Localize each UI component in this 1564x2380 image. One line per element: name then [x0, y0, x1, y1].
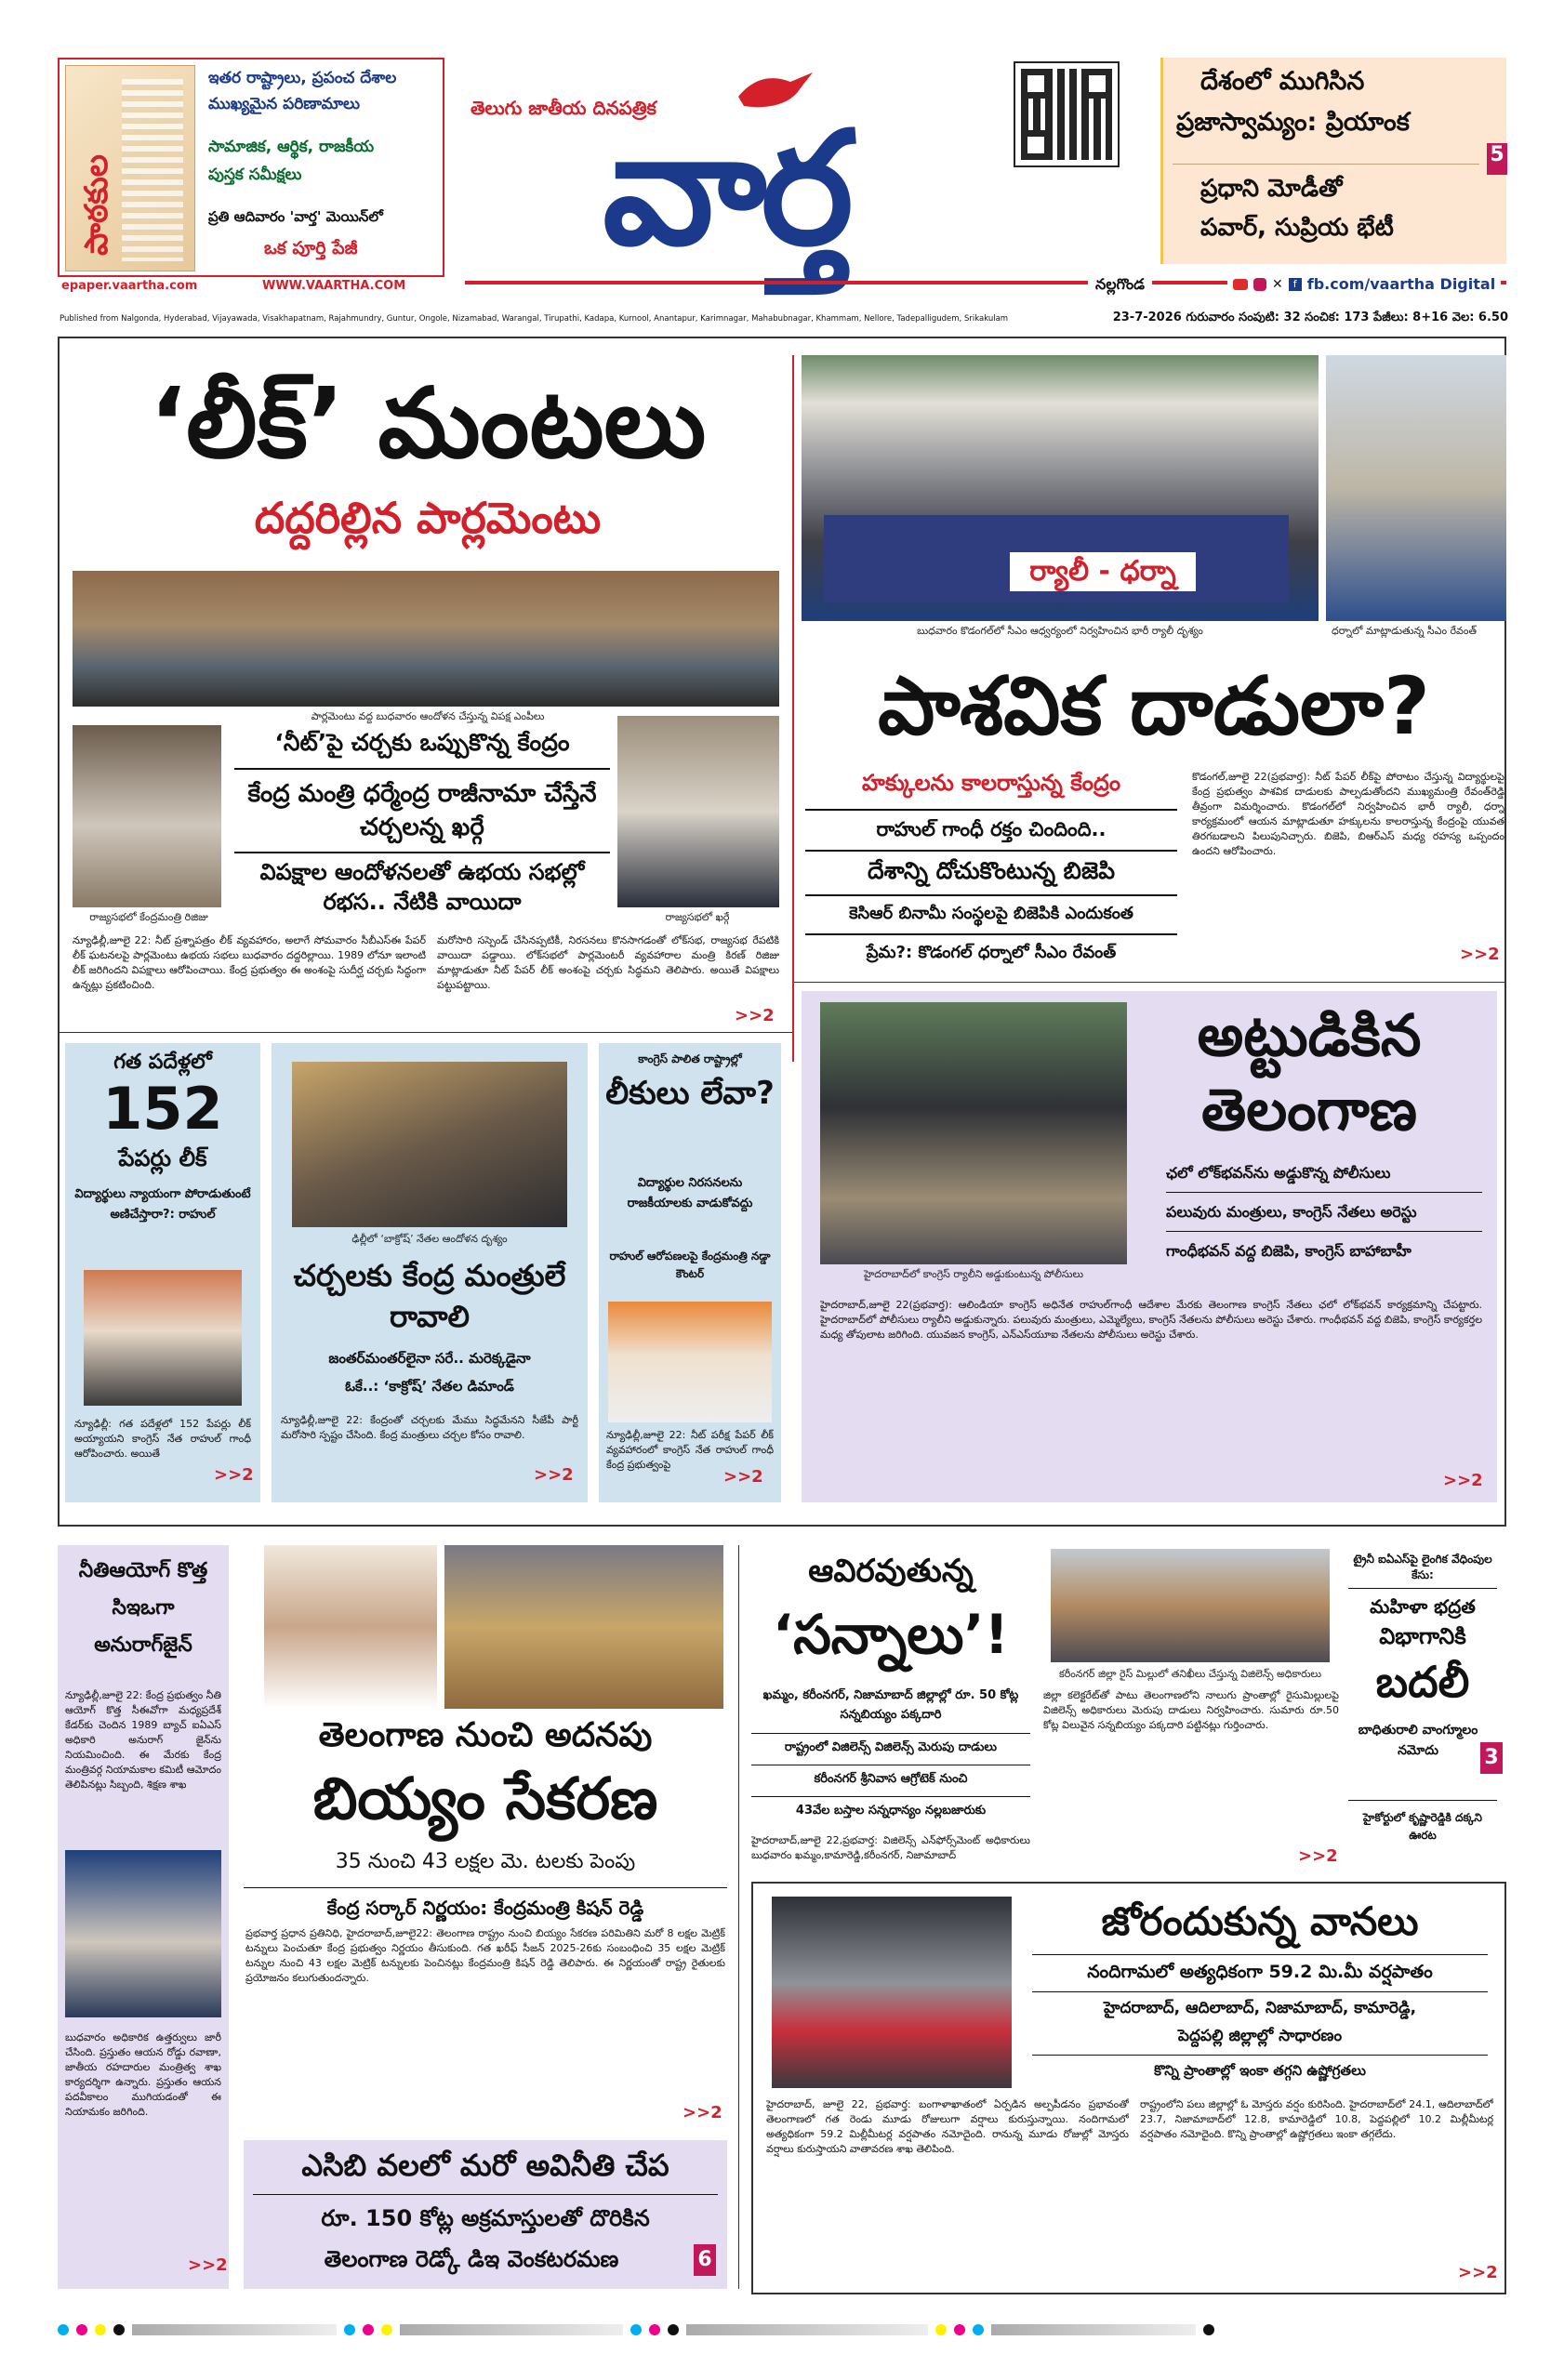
- social-handle[interactable]: fb.com/vaartha Digital: [1306, 275, 1496, 293]
- deck-rule: [1348, 1588, 1497, 1589]
- deck-rule: [805, 809, 1177, 811]
- cyan-dot: [344, 2324, 355, 2335]
- sannalu-head-2[interactable]: ‘సన్నాలు’!: [773, 1603, 1009, 1666]
- grey-bar: [132, 2324, 337, 2335]
- cm-deck-4: ప్రేమ?: కొడంగల్ ధర్నాలో సీఎం రేవంత్: [866, 943, 1117, 962]
- sannalu-deck-2: రాష్ట్రంలో విజిలెన్స్ విజిలెన్స్ మెరుపు దాడులు: [784, 1740, 998, 1754]
- epaper-url[interactable]: epaper.vaartha.com: [61, 279, 198, 293]
- column-divider: [792, 355, 794, 1062]
- deck-rule: [1166, 1192, 1482, 1193]
- cyan-dot: [973, 2324, 984, 2335]
- box-152-body: న్యూఢిల్లీ: గత పదేళ్లలో 152 పేపర్లు లీక్ అయ్యాయని కాంగ్రెస్ నేత రాహుల్ గాంధీ ఆరోపించారు. అయితే: [74, 1418, 251, 1460]
- horizontal-rule: [58, 1032, 792, 1033]
- rice-body: ప్రభవార్త ప్రధాన ప్రతినిధి, హైదరాబాద్,జూలై22: తెలంగాణ రాష్ట్రం నుంచి బియ్యం సేకరణ పరిమితిని మరో 8 లక్షల మెట్రిక్ టన్నులు పెంచుతూ కేంద్ర ప్రభుత్వం నిర్ణయం తీసుకుంది. గత ఖరీఫ్ సీజన్ 2025-26కు సంబంధించి 35 లక్షల మెట్రిక్ టన్నుల నుంచి 43 లక్షల మెట్రిక్ టన్నులకు పెంచినట్లు కేంద్రమంత్రి కిషన్ రెడ్డి తెలిపారు. ఈ నిర్ణయంతో రాష్ట్ర రైతులకు ప్రయోజనం కలుగుతుందన్నారు.: [245, 1927, 725, 1984]
- deck-rule: [1166, 1231, 1482, 1232]
- sannalu-more[interactable]: >>2: [1298, 1846, 1338, 1866]
- magenta-dot: [649, 2324, 660, 2335]
- lead-deck-2: కేంద్ర మంత్రి ధర్మేంద్ర రాజీనామా చేస్తేనే చర్చలన్న ఖర్గే: [247, 780, 597, 841]
- right-promo-line-2: ప్రజాస్వామ్యం: ప్రియాంక: [1176, 108, 1410, 137]
- rally-banner: [824, 515, 1289, 602]
- deck-rule: [1032, 2055, 1488, 2056]
- lead-headline[interactable]: ‘లీక్’ మంటలు: [149, 366, 707, 480]
- rain-body-right: రాష్ట్రంలోని పలు జిల్లాల్లో ఓ మోస్తరు వర్షం కురిసింది. హైదరాబాద్‌లో 24.1, ఆదిలాబాద్‌లో 23.7, నిజామాబాద్‌లో 12.8, కామారెడ్డిలో 10.8, పెద్దపల్లిలో 10.2 మిల్లీమీటర్ల వర్షపాతం నమోదైంది. కొన్ని ప్రాంతాల్లో ఉష్ణోగ్రతలు ఇంకా తగ్గలేదు.: [1140, 2098, 1493, 2140]
- telangana-deck-3: గాంధీభవన్ వద్ద బిజెపి, కాంగ్రెస్ బాహాబాహీ: [1166, 1242, 1412, 1260]
- rain-deck-3: పెద్దపల్లి జిల్లాల్లో సాధారణం: [1177, 2027, 1343, 2045]
- promo-line-2: ముఖ్యమైన పరిణామాలు: [208, 95, 360, 113]
- cm-more[interactable]: >>2: [1460, 945, 1500, 964]
- yellow-dot: [935, 2324, 947, 2335]
- rain-body-left: హైదరాబాద్, జూలై 22, ప్రభవార్త: బంగాళాఖాతంలో ఏర్పడిన అల్పపీడనం ప్రభావంతో తెలంగాణలో గత రెండు మూడు రోజులుగా వర్షాలు కురుస్తున్నాయి. నందిగామలో అత్యధికంగా 59.2 మిల్లీమీటర్ల వర్షపాతం నమోదైంది. రానున్న మూడు రోజుల్లో మోస్తరు వర్షాలు కురుస్తాయని వాతావరణ శాఖ తెలిపింది.: [766, 2098, 1129, 2155]
- qr-corner: [1021, 69, 1051, 99]
- rice-deck: కేంద్ర సర్కార్ నిర్ణయం: కేంద్రమంత్రి కిషన్ రెడ్డి: [326, 1897, 644, 1919]
- page-ref-6[interactable]: 6: [694, 2244, 716, 2276]
- deck-rule: [1032, 1954, 1488, 1955]
- telangana-deck-2: పలువురు మంత్రులు, కాంగ్రెస్ నేతలు అరెస్టు: [1166, 1203, 1417, 1221]
- rice-more[interactable]: >>2: [683, 2103, 722, 2122]
- edition-name: నల్లగొండ: [1088, 275, 1152, 297]
- box-ministers-sub2: ఓకే..: ‘కాక్రోష్’ నేతల డిమాండ్: [345, 1378, 514, 1395]
- sannalu-body-left: హైదరాబాద్,జూలై 22,ప్రభవార్త: విజిలెన్స్ ఎన్‌ఫోర్స్‌మెంట్ అధికారులు బుధవారం ఖమ్మం,కామారెడ్డి,కరీంనగర్, నిజామాబాద్: [751, 1834, 1030, 1861]
- promo-line-3: సామాజిక, ఆర్థిక, రాజకీయ: [208, 138, 375, 156]
- promo-book-stripe: [122, 79, 183, 261]
- ias-kicker: ట్రైనీ ఐఏఎస్‌పై లైంగిక వేధింపుల కేసు:: [1353, 1553, 1492, 1581]
- page-ref-3[interactable]: 3: [1480, 1742, 1503, 1774]
- box-ministers-head: చర్చలకు కేంద్ర మంత్రులే రావాలి: [293, 1258, 566, 1334]
- paper-title: వార్త: [603, 98, 848, 280]
- column-divider: [738, 1545, 739, 2289]
- lead-deck-3: విపక్షాల ఆందోళనలతో ఉభయ సభల్లో రభస.. నేటికి వాయిదా: [259, 859, 585, 915]
- promo-line-6: ఒక పూర్తి పేజీ: [264, 238, 358, 258]
- grey-bar: [400, 2324, 623, 2335]
- lead-body-1: న్యూఢిల్లీ,జూలై 22: నీట్ ప్రశ్నాపత్రం లీక్ వ్యవహారం, అలాగే సోమవారం సీబీఎస్‌ఈ పేపర్ లీక్ ఘటనలపై పార్లమెంటు ఉభయ సభలు బుధవారం దద్దరిల్లాయి. 1989 లోనూ ఇలాంటి లీక్ జరిగిందని విపక్షాలు ఆరోపించాయి. కేంద్ర ప్రభుత్వం ఈ అంశంపై సుదీర్ఘ చర్చకు సిద్ధంగా ఉన్నట్లు ప్రకటించింది.: [73, 934, 426, 991]
- sannalu-deck-3: కరీంనగర్ శ్రీనివాస ఆగ్రోటెక్ నుంచి: [814, 1772, 968, 1786]
- box-leaks-more[interactable]: >>2: [723, 1467, 763, 1487]
- lead-body-2: మరోసారి సస్పెండ్ చేసినప్పటికీ, నిరసనలు కొనసాగడంతో లోక్‌సభ, రాజ్యసభ రేపటికి వాయిదా పడ్డాయి. లోక్‌సభలో పార్లమెంటరీ వ్యవహారాల మంత్రి కిరణ్ రిజిజు మాట్లాడుతూ నీట్ పేపర్ లీక్ అంశంపై చర్చకు సిద్ధమని తెలిపారు. అయితే విపక్షాలు పట్టుపట్టాయి.: [437, 934, 779, 991]
- vigilance-photo[interactable]: [1051, 1549, 1330, 1662]
- vigilance-caption: కరీంనగర్ జిల్లా రైస్ మిల్లులో తనిఖీలు చేస్తున్న విజిలెన్స్ అధికారులు: [1058, 1668, 1322, 1680]
- grey-bar: [686, 2324, 928, 2335]
- promo-box-left[interactable]: [58, 58, 444, 277]
- promo-line-4: పుస్తక సమీక్షలు: [208, 165, 302, 184]
- cm-deck-2: దేశాన్ని దోచుకొంటున్న బిజెపి: [867, 857, 1116, 884]
- telangana-body: హైదరాబాద్,జూలై 22(ప్రభవార్త): ఆలిండియా కాంగ్రెస్ అధినేత రాహుల్‌గాంధీ ఆదేశాల మేరకు తెలంగాణ కాంగ్రెస్ నేతలు ఛలో లోక్‌భవన్ కార్యక్రమాన్ని చేపట్టారు. హైదరాబాద్‌లో పోలీసులు ర్యాలీని అడ్డుకున్నారు. పలువురు మంత్రులు, ఎమ్మెల్యేలు, కాంగ్రెస్ నేతలను పోలీసులు అరెస్టు చేశారు. గాంధీభవన్ వద్ద బిజెపి, కాంగ్రెస్ కార్యకర్తల మధ్య తోపులాట జరిగింది. యువజన కాంగ్రెస్, ఎన్‌ఎస్‌యూఐ నేతలను పోలీసులు అరెస్టు చేశారు.: [820, 1299, 1482, 1341]
- ias-head-2: విభాగానికి: [1379, 1623, 1466, 1649]
- box-leaks[interactable]: [599, 1043, 781, 1502]
- telangana-police-photo[interactable]: [820, 1002, 1127, 1264]
- promo-book-image: [65, 65, 195, 271]
- box-ministers-more[interactable]: >>2: [534, 1465, 574, 1485]
- revanth-caption: ధర్నాలో మాట్లాడుతున్న సీఎం రేవంత్: [1332, 625, 1477, 637]
- box-152-sub: విద్యార్థులు న్యాయంగా పోరాడుతుంటే అణిచేస్తారా?: రాహుల్: [74, 1187, 251, 1223]
- deck-rule: [244, 1887, 727, 1888]
- black-dot: [668, 2324, 679, 2335]
- lead-more[interactable]: >>2: [735, 1006, 775, 1025]
- right-promo-line-1: దేశంలో ముగిసిన: [1200, 67, 1365, 96]
- acb-sub-1: రూ. 150 కోట్ల అక్రమాస్తులతో దొరికిన: [321, 2205, 650, 2231]
- social-icons[interactable]: [1227, 275, 1501, 293]
- yellow-dot: [95, 2324, 106, 2335]
- cyan-dot: [58, 2324, 69, 2335]
- instagram-icon[interactable]: [1253, 278, 1266, 291]
- qr-corner: [1021, 130, 1051, 160]
- sannalu-head-1: ఆవిరవుతున్న: [808, 1553, 974, 1590]
- published-from: Published from Nalgonda, Hyderabad, Vijayawada, Visakhapatnam, Rajahmundry, Guntur, Ongole, Nizamabad, Warangal, Tirupathi, Kadapa, Kurnool, Anantapur, Karimnagar, Mahabubnagar, Khammam, Nellore, Tadepalligudem, Srikakulam: [60, 314, 1009, 324]
- box-152-kicker: గత పదేళ్లలో: [113, 1051, 212, 1074]
- anurag-jain-photo[interactable]: [65, 1850, 221, 2017]
- lead-deck-1: ‘నీట్’పై చర్చకు ఒప్పుకొన్న కేంద్రం: [274, 729, 570, 756]
- box-leaks-head: లీకులు లేవా?: [605, 1075, 775, 1112]
- acb-box[interactable]: [244, 2140, 727, 2289]
- youtube-icon[interactable]: [1233, 279, 1248, 290]
- deck-rule: [253, 2194, 718, 2195]
- right-promo-line-4: పవార్, సుప్రియ భేటీ: [1200, 214, 1394, 242]
- telangana-headline-2[interactable]: తెలంగాణ: [1201, 1076, 1417, 1144]
- box-ministers[interactable]: [272, 1043, 588, 1502]
- niti-box[interactable]: [58, 1545, 229, 2289]
- rain-deck-2: హైదరాబాద్, ఆదిలాబాద్, నిజామాబాద్, కామారెడ్డి,: [1103, 1999, 1417, 2017]
- website-url[interactable]: WWW.VAARTHA.COM: [262, 279, 406, 293]
- box-leaks-kicker: కాంగ్రెస్ పాలిత రాష్ట్రాల్లో: [638, 1052, 742, 1065]
- box-ministers-body: న్యూఢిల్లీ,జూలై 22: కేంద్రంతో చర్చలకు మేము సిద్ధమేనని సీజేపీ పార్టీ మరోసారి స్పష్టం చేసింది. కేంద్ర మంత్రులు చర్చల కోసం రావాలి.: [281, 1414, 578, 1441]
- deck-rule: [805, 933, 1177, 935]
- niti-head: నీతిఆయోగ్ కొత్త సిఇఒగా అనురాగ్‌జైన్: [78, 1559, 208, 1657]
- rain-traffic-photo[interactable]: [772, 1897, 1012, 2088]
- magenta-dot: [363, 2324, 374, 2335]
- parliament-protest-photo[interactable]: [73, 571, 779, 707]
- kharge-photo[interactable]: [617, 716, 779, 907]
- rain-head[interactable]: జోరందుకున్న వానలు: [1101, 1898, 1419, 1944]
- promo-box-label: పాఠకుల: [78, 154, 115, 256]
- deck-rule: [805, 850, 1177, 852]
- telangana-more[interactable]: >>2: [1443, 1471, 1483, 1490]
- black-dot: [113, 2324, 125, 2335]
- sannalu-deck-4: 43వేల బస్తాల సన్నధాన్యం నల్లబజారుకు: [795, 1804, 987, 1818]
- ias-head-3: బదలీ: [1375, 1657, 1470, 1707]
- kharge-caption: రాజ్యసభలో ఖర్గే: [665, 911, 730, 923]
- telangana-photo-caption: హైదరాబాద్‌లో కాంగ్రెస్ ర్యాలీని అడ్డుకుంటున్న పోలీసులు: [863, 1268, 1084, 1280]
- qr-corner: [1082, 69, 1112, 99]
- revanth-photo[interactable]: [1326, 355, 1506, 621]
- rijiju-caption: రాజ్యసభలో కేంద్రమంత్రి రిజిజు: [89, 911, 208, 923]
- ias-sub-2: హైకోర్టులో కృష్ణారెడ్డికి దక్కని ఊరట: [1363, 1811, 1482, 1843]
- telangana-story: [802, 991, 1497, 1502]
- rally-caption: బుధవారం కొడంగల్‌లో సీఎం ఆధ్వర్యంలో నిర్వహించిన భారీ ర్యాలీ దృశ్యం: [917, 625, 1203, 637]
- rain-deck-4: కొన్ని ప్రాంతాల్లో ఇంకా తగ్గని ఉష్ణోగ్రతలు: [1154, 2062, 1366, 2079]
- rain-deck-1: నందిగామలో అత్యధికంగా 59.2 మి.మీ వర్షపాతం: [1087, 1962, 1433, 1982]
- nadda-photo[interactable]: [608, 1302, 772, 1422]
- rally-banner-text: ర్యాలీ - ధర్నా: [1010, 552, 1196, 591]
- right-promo-line-3: ప్రధాని మోడీతో: [1200, 175, 1343, 203]
- cm-subhead: హక్కులను కాలరాస్తున్న కేంద్రం: [861, 770, 1121, 796]
- deck-rule: [1032, 1991, 1488, 1992]
- box-152-text: పేపర్లు లీక్: [118, 1145, 207, 1171]
- ias-box[interactable]: [1339, 1549, 1506, 1876]
- deck-rule: [234, 852, 610, 853]
- rice-sub: 35 నుంచి 43 లక్షల మె. టలకు పెంపు: [335, 1850, 636, 1873]
- color-registration-strip: [58, 2320, 1506, 2339]
- horizontal-rule: [794, 982, 1506, 983]
- promo-box-right[interactable]: [1160, 58, 1506, 264]
- delhi-protest-photo[interactable]: [292, 1062, 567, 1227]
- rice-bags-photo[interactable]: [444, 1545, 723, 1709]
- page-ref-5: 5: [1487, 143, 1507, 175]
- cm-headline[interactable]: పాశవిక దాడులా?: [878, 660, 1430, 753]
- box-152-number: 152: [102, 1075, 223, 1143]
- black-dot: [1203, 2324, 1214, 2335]
- yellow-dot: [381, 2324, 392, 2335]
- cyan-dot: [630, 2324, 642, 2335]
- acb-sub-2: తెలంగాణ రెడ్కో డిఇ వెంకటరమణ: [324, 2246, 619, 2272]
- niti-body: న్యూఢిల్లీ,జూలై 22: కేంద్ర ప్రభుత్వం నీతి ఆయోగ్ కొత్త సీఈవోగా మధ్యప్రదేశ్ కేడర్‌కు చెందిన 1989 బ్యాచ్ ఐఏఎస్ అధికారి అనురాగ్ జైన్‌ను నియమించింది. ఈ మేరకు కేంద్ర మంత్రివర్గ నియామకాల కమిటీ ఆమోదం తెలిపినట్లు సిబ్బంది, శిక్షణ శాఖ: [65, 1689, 221, 1791]
- niti-body-2: బుధవారం అధికారిక ఉత్తర్వులు జారీ చేసింది. ప్రస్తుతం ఆయన రోడ్డు రవాణా, జాతీయ రహదారుల మంత్రిత్వ శాఖ కార్యదర్శిగా ఉన్నారు. ప్రస్తుతం ఆయన పదవీకాలం ముగియడంతో ఈ నియామకం జరిగింది.: [65, 2031, 221, 2118]
- cm-deck-1: రాహుల్ గాంధీ రక్తం చిందింది..: [876, 818, 1107, 840]
- box-152-more[interactable]: >>2: [214, 1465, 254, 1485]
- lead-subhead: దద్దరిల్లిన పార్లమెంటు: [254, 493, 602, 543]
- niti-more[interactable]: >>2: [188, 2255, 228, 2275]
- rice-headline-1: తెలంగాణ నుంచి అదనపు: [318, 1716, 653, 1754]
- dateline: 23-7-2026 గురువారం సంపుటి: 32 సంచిక: 173 పేజీలు: 8+16 వెల: 6.50: [1112, 311, 1508, 324]
- cm-body: కొడంగల్,జూలై 22(ప్రభవార్త): నీట్ పేపర్ లీక్‌పై పోరాటం చేస్తున్న విద్యార్థులపై కేంద్ర ప్రభుత్వం పాశవిక దాడులకు పాల్పడుతోందని ముఖ్యమంత్రి రేవంత్‌రెడ్డి తీవ్రంగా విమర్శించారు. కొడంగల్‌లో నిర్వహించిన భారీ ర్యాలీ, ధర్నా కార్యక్రమంలో ఆయన మాట్లాడుతూ హక్కులను కాలరాస్తున్న కేంద్రంపై యువత తిరగబడాలని పిలుపునిచ్చారు. బిజెపి, బిఆర్ఎస్ మధ్య రహస్య ఒప్పందం ఉందని ఆరోపించారు.: [1192, 771, 1504, 857]
- x-icon[interactable]: ✕: [1272, 276, 1283, 292]
- deck-rule: [234, 768, 610, 770]
- box-leaks-sub2: రాహుల్ ఆరోపణలపై కేంద్రమంత్రి నడ్డా కౌంటర్: [609, 1250, 771, 1281]
- deck-rule: [805, 894, 1177, 896]
- box-ministers-sub: జంతర్‌మంతర్‌లైనా సరే.. మరెక్కడైనా: [328, 1350, 531, 1367]
- promo-line-5: ప్రతి ఆదివారం 'వార్త' మెయిన్‌లో: [208, 208, 383, 225]
- ias-head-1: మహిళా భద్రత: [1370, 1595, 1476, 1618]
- telangana-headline-1[interactable]: అట్టుడికిన: [1197, 1001, 1422, 1069]
- qr-code[interactable]: [1015, 63, 1118, 165]
- rice-headline-2[interactable]: బియ్యం సేకరణ: [312, 1765, 658, 1832]
- kishan-reddy-photo[interactable]: [264, 1545, 437, 1709]
- promo-line-1: ఇతర రాష్ట్రాలు, ప్రపంచ దేశాల: [208, 69, 397, 87]
- kodangal-rally-photo[interactable]: [802, 355, 1319, 621]
- magenta-dot: [76, 2324, 87, 2335]
- telangana-deck-1: ఛలో లోక్‌భవన్‌ను అడ్డుకొన్న పోలీసులు: [1166, 1164, 1391, 1182]
- protest-photo-caption: పార్లమెంటు వద్ద బుధవారం ఆందోళన చేస్తున్న విపక్ష ఎంపీలు: [311, 710, 545, 722]
- grey-bar: [991, 2324, 1196, 2335]
- facebook-icon[interactable]: f: [1289, 278, 1302, 291]
- rain-more[interactable]: >>2: [1458, 2263, 1498, 2282]
- deck-rule: [751, 1796, 1030, 1797]
- rahul-photo[interactable]: [84, 1270, 242, 1406]
- box-152[interactable]: [65, 1043, 260, 1502]
- cm-deck-3: కెసిఆర్ బినామీ సంస్థలపై బిజెపికి ఎందుకంత: [849, 904, 1133, 923]
- deck-rule: [1348, 1800, 1497, 1801]
- ias-sub: బాధితురాలి వాంగ్మూలం నమోదు: [1358, 1723, 1478, 1759]
- box-leaks-body: న్యూఢిల్లీ,జూలై 22: నీట్ పరీక్ష పేపర్ లీక్ వ్యవహారంలో కాంగ్రెస్ నేత రాహుల్ గాంధీ కేంద్ర ప్రభుత్వంపై: [606, 1429, 774, 1471]
- acb-head: ఎసిబి వలలో మరో అవినీతి చేప: [301, 2148, 669, 2183]
- tagline: తెలుగు జాతీయ దినపత్రిక: [471, 97, 656, 119]
- sannalu-body-right: జిల్లా కలెక్టరేట్‌తో పాటు తెలంగాణలోని నాలుగు ప్రాంతాల్లో రైసుమిల్లులపై విజిలెన్స్ అధికారులు మెరుపు దాడులు నిర్వహించారు. సుమారు రూ.50 కోట్ల విలువైన సన్నబియ్యం పక్కదారి పట్టినట్లు గుర్తించారు.: [1043, 1689, 1339, 1731]
- delhi-protest-caption: ఢిల్లీలో ‘బాక్రోష్’ నేతల ఆందోళన దృశ్యం: [351, 1233, 508, 1245]
- magenta-dot: [954, 2324, 965, 2335]
- promo-divider: [1173, 164, 1479, 165]
- box-leaks-sub: విద్యార్థుల నిరసనలను రాజకీయాలకు వాడుకోవద్దు: [627, 1176, 753, 1211]
- deck-rule: [751, 1733, 1030, 1734]
- sannalu-deck-1: ఖమ్మం, కరీంనగర్, నిజామాబాద్ జిల్లాల్లో రూ. 50 కోట్ల సన్నబియ్యం పక్కదారి: [762, 1688, 1019, 1722]
- rijiju-photo[interactable]: [73, 725, 221, 907]
